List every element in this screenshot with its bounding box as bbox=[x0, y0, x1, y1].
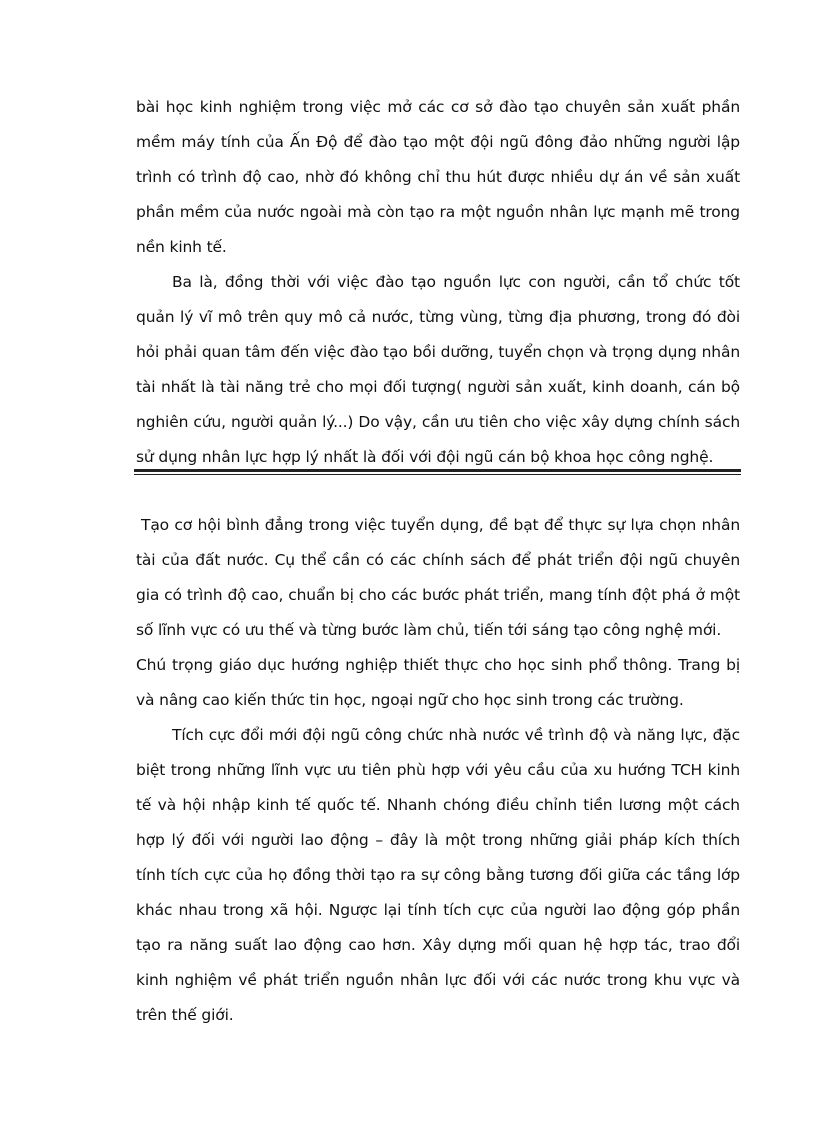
paragraph-india-lessons: bài học kinh nghiệm trong việc mở các cơ sở đào tạo chuyên sản xuất phần mềm máy tính của Ấn Độ để đào tạo một đội ngũ đông đảo những người lập trình có trình độ cao, nhờ đó không chỉ thu hút được nhiều dự án về sản xuất phần mềm của nước ngoài mà còn tạo ra một nguồn nhân lực mạnh mẽ trong nền kinh tế. bbox=[136, 98, 740, 256]
paragraph-equal-opportunity: Tạo cơ hội bình đẳng trong việc tuyển dụng, đề bạt để thực sự lựa chọn nhân tài của đất nước. Cụ thể cần có các chính sách để phát triển đội ngũ chuyên gia có trình độ cao, chuẩn bị cho các bước phát triển, mang tính đột phá ở một số lĩnh vực có ưu thế và từng bước làm chủ, tiến tới sáng tạo công nghệ mới. bbox=[136, 516, 740, 639]
bottom-text-section bbox=[136, 508, 740, 1033]
paragraph-civil-service-reform: Tích cực đổi mới đội ngũ công chức nhà nước về trình độ và năng lực, đặc biệt trong những lĩnh vực ưu tiên phù hợp với yêu cầu của xu hướng TCH kinh tế và hội nhập kinh tế quốc tế. Nhanh chóng điều chỉnh tiền lương một cách hợp lý đối với người lao động – đây là một trong những giải pháp kích thích tính tích cực của họ đồng thời tạo ra sự công bằng tương đối giữa các tầng lớp khác nhau trong xã hội. Ngược lại tính tích cực của người lao động góp phần tạo ra năng suất lao động cao hơn. Xây dựng mối quan hệ hợp tác, trao đổi kinh nghiệm về phát triển nguồn nhân lực đối với các nước trong khu vực và trên thế giới. bbox=[136, 726, 740, 1024]
paragraph-macro-management: Ba là, đồng thời với việc đào tạo nguồn lực con người, cần tổ chức tốt quản lý vĩ mô trên quy mô cả nước, từng vùng, từng địa phương, trong đó đòi hỏi phải quan tâm đến việc đào tạo bồi dưỡng, tuyển chọn và trọng dụng nhân tài nhất là tài năng trẻ cho mọi đối tượng( người sản xuất, kinh doanh, cán bộ nghiên cứu, người quản lý...) Do vậy, cần ưu tiên cho việc xây dựng chính sách sử dụng nhân lực hợp lý nhất là đối với đội ngũ cán bộ khoa học công nghệ. bbox=[136, 273, 740, 466]
paragraph-vocational-education: Chú trọng giáo dục hướng nghiệp thiết thực cho học sinh phổ thông. Trang bị và nâng cao kiến thức tin học, ngoại ngữ cho học sinh trong các trường. bbox=[136, 656, 740, 709]
section-divider bbox=[134, 469, 741, 475]
top-text-section bbox=[136, 90, 740, 475]
